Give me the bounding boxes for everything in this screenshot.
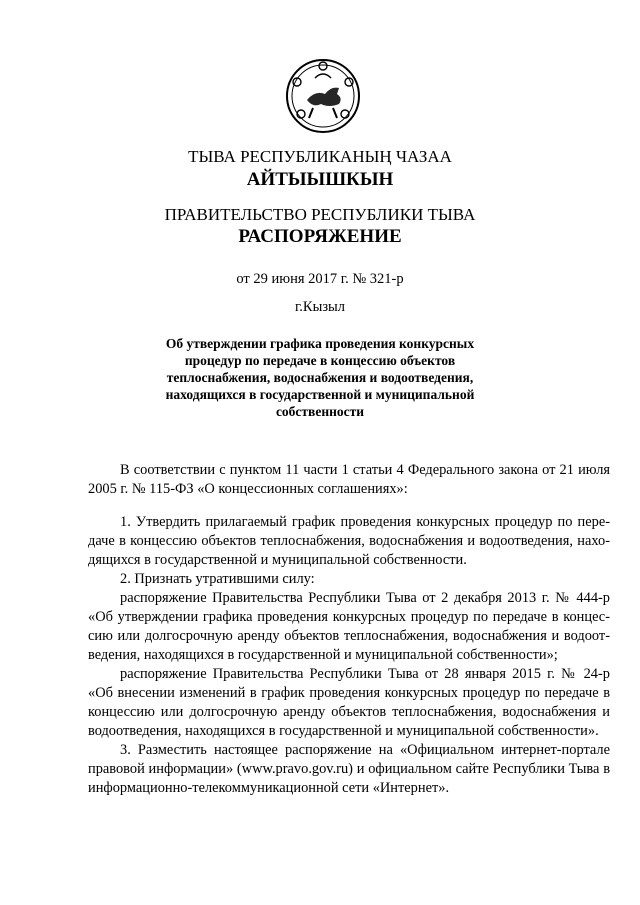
- header-tuvan-order: АЙТЫЫШКЫН: [246, 169, 394, 190]
- header-tuvan-government: ТЫВА РЕСПУБЛИКАНЫҢ ЧАЗАА: [188, 147, 452, 166]
- body-line: даче в концессию объектов теплоснабжения, водоснабжения и водоотведения, нахо-: [88, 533, 610, 549]
- coat-of-arms-emblem: [283, 56, 363, 136]
- title-line: процедур по передаче в концессию объектов: [184, 353, 456, 368]
- header-government-name: ПРАВИТЕЛЬСТВО РЕСПУБЛИКИ ТЫВА: [164, 205, 476, 224]
- body-line: сию или долгосрочную аренду объектов теплоснабжения, водоснабжения и водоот-: [88, 628, 610, 644]
- document-date-number: от 29 июня 2017 г. № 321-р: [236, 271, 404, 287]
- body-line: 1. Утвердить прилагаемый график проведения конкурсных процедур по пере-: [120, 514, 610, 530]
- body-line: «Об утверждении графика проведения конкурсных процедур по передаче в концес-: [88, 609, 610, 625]
- body-line: 3. Разместить настоящее распоряжение на «Официальном интернет-портале: [120, 742, 610, 758]
- document-title: [140, 335, 500, 420]
- body-line: дящихся в государственной и муниципальной собственности.: [88, 552, 467, 568]
- document-city: г.Кызыл: [294, 299, 346, 315]
- body-line: распоряжение Правительства Республики Тыва от 28 января 2015 г. № 24-р: [120, 666, 610, 682]
- body-line: 2005 г. № 115-ФЗ «О концессионных соглашениях»:: [88, 481, 408, 497]
- title-line: Об утверждении графика проведения конкурсных: [165, 336, 475, 351]
- body-line: распоряжение Правительства Республики Тыва от 2 декабря 2013 г. № 444-р: [120, 590, 610, 606]
- body-line: 2. Признать утратившими силу:: [120, 571, 315, 587]
- title-line: собственности: [275, 404, 365, 419]
- body-line: В соответствии с пунктом 11 части 1 статьи 4 Федерального закона от 21 июля: [120, 462, 610, 478]
- document-body: [88, 461, 610, 798]
- body-line: водоотведения, находящихся в государственной и муниципальной собственности».: [88, 723, 599, 739]
- header-document-type: РАСПОРЯЖЕНИЕ: [238, 226, 402, 247]
- body-line: «Об внесении изменений в график проведения конкурсных процедур по передаче в: [88, 685, 610, 701]
- title-line: находящихся в государственной и муниципальной: [165, 387, 475, 402]
- body-line: правовой информации» (www.pravo.gov.ru) и официальном сайте Республики Тыва в: [88, 761, 610, 777]
- body-line: информационно-телекоммуникационной сети «Интернет».: [88, 780, 450, 796]
- title-line: теплоснабжения, водоснабжения и водоотведения,: [166, 370, 474, 385]
- body-line: ведения, находящихся в государственной и муниципальной собственности»;: [88, 647, 558, 663]
- body-line: концессию или долгосрочную аренду объектов теплоснабжения, водоснабжения и: [88, 704, 610, 720]
